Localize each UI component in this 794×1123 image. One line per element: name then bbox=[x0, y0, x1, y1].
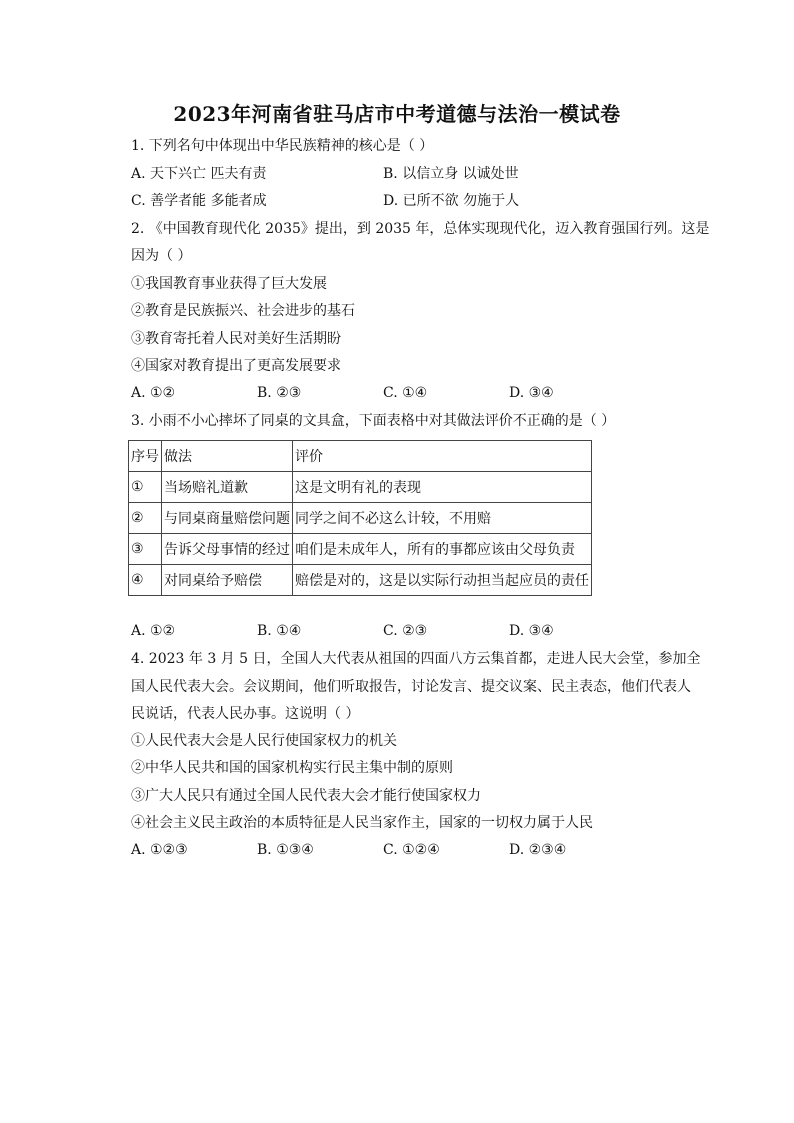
table-row bbox=[129, 534, 592, 565]
q2-option-a: A. ①② bbox=[131, 385, 176, 401]
q4-statement: ③广大人民只有通过全国人民代表大会才能行使国家权力 bbox=[131, 788, 481, 804]
q4-statement: ①人民代表大会是人民行使国家权力的机关 bbox=[131, 733, 397, 749]
q1-stem: 1. 下列名句中体现出中华民族精神的核心是（ ） bbox=[131, 138, 434, 154]
q1-option-b: B. 以信立身 以诚处世 bbox=[383, 166, 519, 182]
q3-stem: 3. 小雨不小心摔坏了同桌的文具盒，下面表格中对其做法评价不正确的是（ ） bbox=[131, 413, 616, 429]
table-row bbox=[129, 503, 592, 534]
table-cell: ③ bbox=[129, 534, 162, 565]
q4-option-b: B. ①③④ bbox=[257, 842, 314, 858]
table-header-cell: 序号 bbox=[129, 441, 162, 472]
q4-stem-line3: 民说话，代表人民办事。这说明（ ） bbox=[131, 706, 360, 722]
q2-statement: ①我国教育事业获得了巨大发展 bbox=[131, 276, 327, 292]
q4-option-d: D. ②③④ bbox=[509, 842, 567, 858]
q2-option-b: B. ②③ bbox=[257, 385, 302, 401]
q4-stem-line2: 国人民代表大会。会议期间，他们听取报告，讨论发言、提交议案、民主表态，他们代表人 bbox=[131, 679, 691, 695]
table-row bbox=[129, 472, 592, 503]
q1-option-d: D. 已所不欲 勿施于人 bbox=[383, 193, 520, 209]
q3-option-b: B. ①④ bbox=[257, 623, 302, 639]
q4-statement: ④社会主义民主政治的本质特征是人民当家作主，国家的一切权力属于人民 bbox=[131, 815, 593, 831]
q3-table bbox=[128, 440, 592, 596]
q2-statement: ④国家对教育提出了更高发展要求 bbox=[131, 358, 341, 374]
q3-option-a: A. ①② bbox=[131, 623, 176, 639]
q4-stem-line1: 4. 2023 年 3 月 5 日，全国人大代表从祖国的四面八方云集首都，走进人民大会堂，参加全 bbox=[131, 651, 701, 667]
table-cell: ④ bbox=[129, 565, 162, 596]
table-cell: 同学之间不必这么计较，不用赔 bbox=[293, 503, 592, 534]
q2-option-d: D. ③④ bbox=[509, 385, 554, 401]
q2-stem-line1: 2. 《中国教育现代化 2035》提出，到 2035 年，总体实现现代化，迈入教育强国行列。这是 bbox=[131, 221, 710, 237]
table-cell: 与同桌商量赔偿问题 bbox=[162, 503, 293, 534]
table-cell: 咱们是未成年人，所有的事都应该由父母负责 bbox=[293, 534, 592, 565]
table-cell: ② bbox=[129, 503, 162, 534]
q3-option-c: C. ②③ bbox=[383, 623, 428, 639]
page-title: 2023年河南省驻马店市中考道德与法治一模试卷 bbox=[173, 102, 621, 126]
table-header-cell: 评价 bbox=[293, 441, 592, 472]
q4-statement: ②中华人民共和国的国家机构实行民主集中制的原则 bbox=[131, 760, 453, 776]
table-cell: 告诉父母事情的经过 bbox=[162, 534, 293, 565]
table-cell: 这是文明有礼的表现 bbox=[293, 472, 592, 503]
table-cell: ① bbox=[129, 472, 162, 503]
table-cell: 赔偿是对的，这是以实际行动担当起应员的责任 bbox=[293, 565, 592, 596]
q2-statement: ③教育寄托着人民对美好生活期盼 bbox=[131, 331, 341, 347]
table-row bbox=[129, 565, 592, 596]
q1-option-c: C. 善学者能 多能者成 bbox=[131, 193, 267, 209]
table-cell: 对同桌给予赔偿 bbox=[162, 565, 293, 596]
table-header-row bbox=[129, 441, 592, 472]
q2-stem-line2: 因为（ ） bbox=[131, 248, 192, 264]
q1-option-a: A. 天下兴亡 匹夫有责 bbox=[131, 166, 267, 182]
q2-option-c: C. ①④ bbox=[383, 385, 428, 401]
q2-statement: ②教育是民族振兴、社会进步的基石 bbox=[131, 303, 355, 319]
table-header-cell: 做法 bbox=[162, 441, 293, 472]
q3-option-d: D. ③④ bbox=[509, 623, 554, 639]
q4-option-a: A. ①②③ bbox=[131, 842, 188, 858]
q4-option-c: C. ①②④ bbox=[383, 842, 440, 858]
table-cell: 当场赔礼道歉 bbox=[162, 472, 293, 503]
